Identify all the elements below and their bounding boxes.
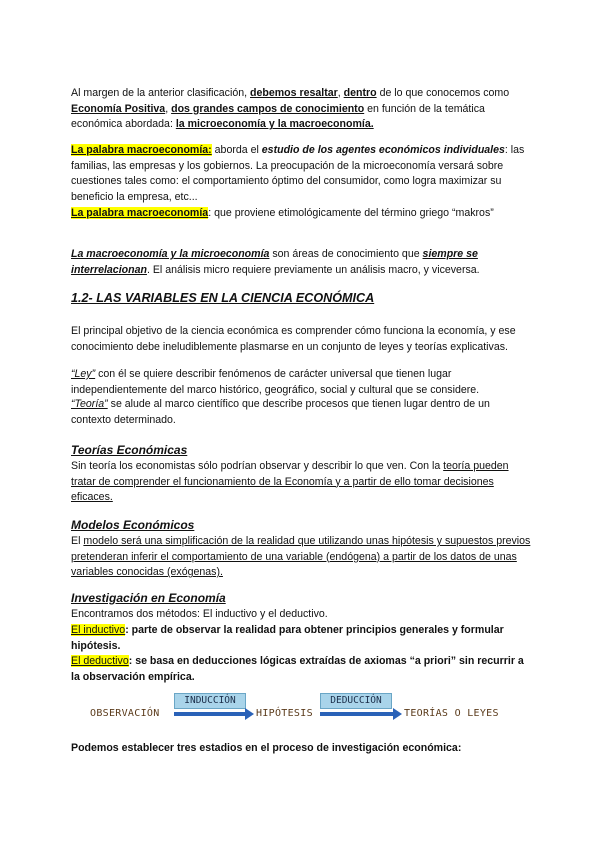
method-diagram (90, 692, 510, 730)
diagram-observacion: OBSERVACIÓN (90, 708, 160, 719)
diagram-teorias: TEORÍAS O LEYES (404, 708, 499, 719)
paragraph-closing: Podemos establecer tres estadios en el proceso de investigación económica: (71, 742, 462, 754)
paragraph-intro: Al margen de la anterior clasificación, debemos resaltar, dentro de lo que conocemos como Economía Positiva, dos grandes campos de conocimiento en función de la temática económica abordada: la microeconomía y la macroeconomía. (71, 87, 510, 131)
section-heading: 1.2- LAS VARIABLES EN LA CIENCIA ECONÓMICA (71, 291, 375, 305)
diagram-deduccion-box: DEDUCCIÓN (320, 693, 392, 709)
paragraph-interrelation: La macroeconomía y la microeconomía son áreas de conocimiento que siempre se interrelacionan. El análisis micro requiere previamente un análisis macro, y viceversa. (71, 248, 480, 276)
diagram-arrow-1 (174, 712, 246, 716)
heading-investigacion: Investigación en Economía (71, 591, 226, 605)
diagram-arrow-2 (320, 712, 394, 716)
paragraph-objective: El principal objetivo de la ciencia económica es comprender cómo funciona la economía, y ese conocimiento debe ineludiblemente plasmarse en un conjunto de leyes y teorías explicativas. (71, 325, 516, 353)
paragraph-modelos: El modelo será una simplificación de la realidad que utilizando unas hipótesis y supuestos previos pretenderan inferir el comportamiento de una variable (endógena) a partir de los datos de unas variables conocidas (exógenas). (71, 535, 531, 579)
paragraph-micro: La palabra macroeconomía: aborda el estudio de los agentes económicos individuales: las familias, las empresas y los gobiernos. La preocupación de la microeconomía versará sobre cuestiones tales como: el comportamiento óptimo del consumidor, como logra maximizar su beneficio la empresa, etc... (71, 144, 525, 203)
heading-modelos: Modelos Económicos (71, 518, 195, 532)
arrow-head-icon (393, 708, 402, 720)
heading-teorias: Teorías Económicas (71, 443, 188, 457)
diagram-hipotesis: HIPÓTESIS (256, 708, 313, 719)
arrow-head-icon (245, 708, 254, 720)
paragraph-inductivo: El inductivo: parte de observar la realidad para obtener principios generales y formular hipótesis. (71, 624, 504, 652)
paragraph-teoria: “Teoría” se alude al marco científico que describe procesos que tienen lugar dentro de un contexto determinado. (71, 398, 490, 426)
paragraph-macro: La palabra macroeconomía: que proviene etimológicamente del término griego “makros” (71, 207, 494, 219)
diagram-induccion-box: INDUCCIÓN (174, 693, 246, 709)
paragraph-metodos: Encontramos dos métodos: El inductivo y el deductivo. (71, 608, 328, 620)
paragraph-ley: “Ley” con él se quiere describir fenómenos de carácter universal que tienen lugar independientemente del marco histórico, geográfico, social y cultural que se considere. (71, 368, 480, 396)
paragraph-teorias: Sin teoría los economistas sólo podrían observar y describir lo que ven. Con la teoría pueden tratar de comprender el funcionamiento de la Economía y a partir de ello tomar decisiones eficaces. (71, 460, 509, 504)
paragraph-deductivo: El deductivo: se basa en deducciones lógicas extraídas de axiomas “a priori” sin recurrir a la observación empírica. (71, 655, 524, 683)
